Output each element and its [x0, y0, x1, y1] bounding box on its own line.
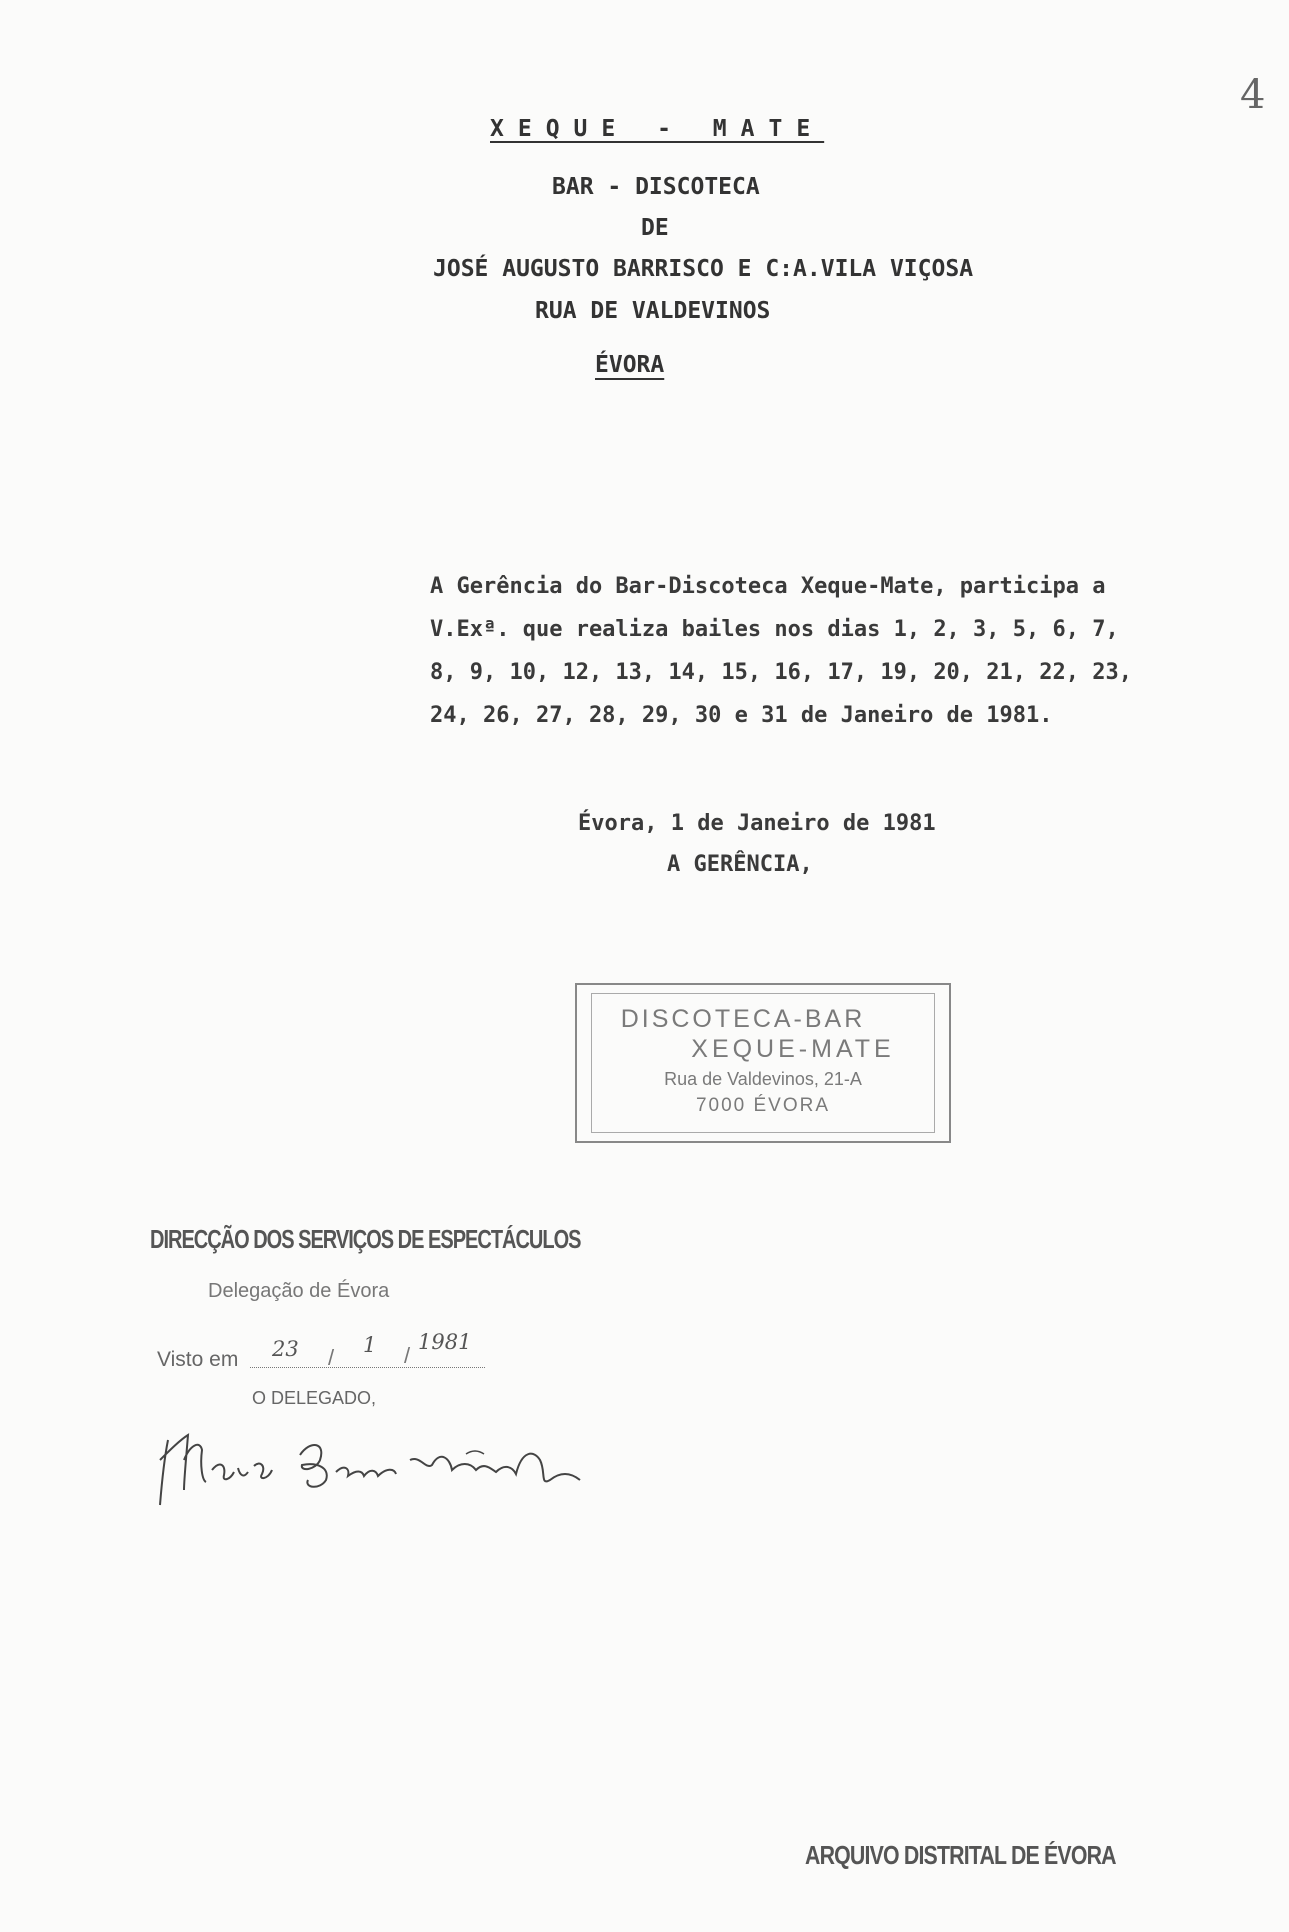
- stamp-line-4: 7000 ÉVORA: [695, 1095, 831, 1116]
- visa-stamp-delegation: Delegação de Évora: [208, 1280, 390, 1302]
- signature-label: A GERÊNCIA,: [667, 852, 813, 877]
- visto-label: Visto em: [157, 1348, 239, 1371]
- place-date: Évora, 1 de Janeiro de 1981: [578, 811, 936, 836]
- stamp-line-1: DISCOTECA-BAR: [620, 1005, 866, 1033]
- header-title: XEQUE - MATE: [490, 116, 825, 142]
- header-line-owner: JOSÉ AUGUSTO BARRISCO E C:A.VILA VIÇOSA: [433, 256, 974, 282]
- delegado-label: O DELEGADO,: [252, 1388, 377, 1408]
- date-separator-2: /: [404, 1343, 411, 1368]
- visto-date-line: [250, 1367, 485, 1368]
- header-line-bar-discoteca: BAR - DISCOTECA: [552, 174, 760, 200]
- company-stamp: [575, 983, 951, 1143]
- delegado-signature: [150, 1410, 610, 1510]
- archive-stamp: ARQUIVO DISTRITAL DE ÉVORA: [805, 1840, 1116, 1870]
- stamp-line-3: Rua de Valdevinos, 21-A: [664, 1069, 862, 1089]
- header-line-city: ÉVORA: [595, 352, 665, 378]
- visa-stamp-heading: DIRECÇÃO DOS SERVIÇOS DE ESPECTÁCULOS: [150, 1226, 581, 1255]
- header-line-street: RUA DE VALDEVINOS: [535, 298, 771, 324]
- body-line-1: A Gerência do Bar-Discoteca Xeque-Mate, participa a: [430, 574, 1106, 599]
- page-number: 4: [1240, 72, 1266, 118]
- visto-year: 1981: [418, 1330, 472, 1354]
- body-line-2: V.Exª. que realiza bailes nos dias 1, 2, 3, 5, 6, 7,: [430, 617, 1119, 642]
- body-line-4: 24, 26, 27, 28, 29, 30 e 31 de Janeiro de 1981.: [430, 703, 1053, 728]
- stamp-line-2: XEQUE-MATE: [691, 1035, 895, 1063]
- date-separator-1: /: [328, 1345, 335, 1370]
- body-line-3: 8, 9, 10, 12, 13, 14, 15, 16, 17, 19, 20, 21, 22, 23,: [430, 660, 1132, 685]
- visto-month: 1: [363, 1333, 377, 1357]
- header-line-de: DE: [641, 215, 669, 241]
- visto-day: 23: [272, 1337, 299, 1361]
